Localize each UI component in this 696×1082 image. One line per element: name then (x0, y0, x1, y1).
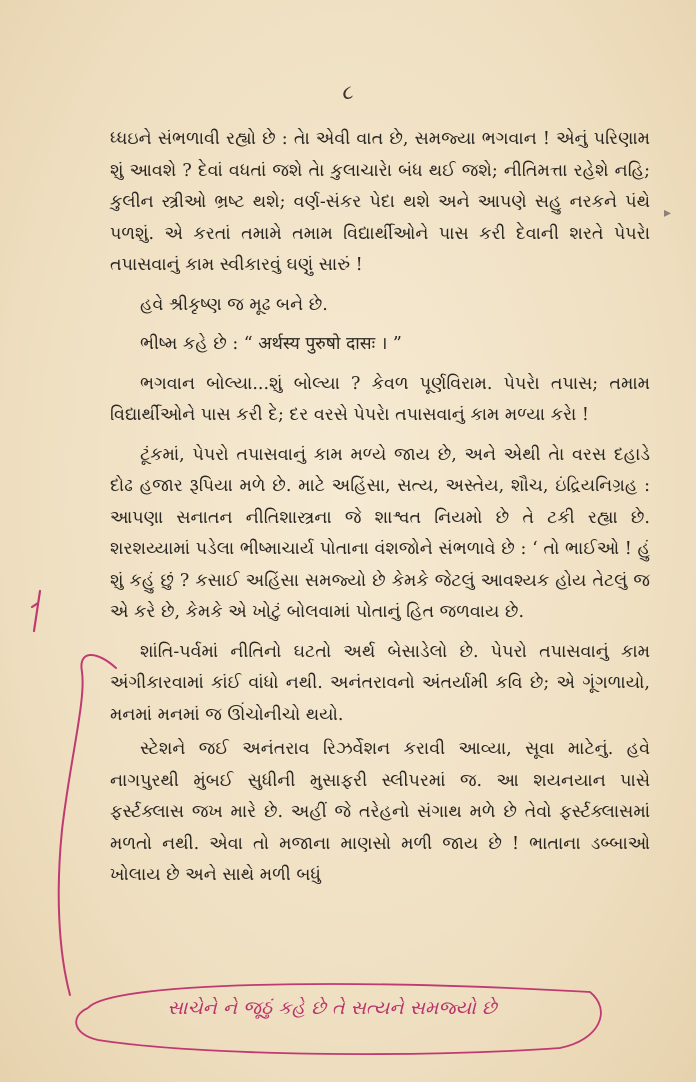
paragraph-3: ભીષ્મ કહે છે : “ अर्थस्य पुरुषो दासः । ” (140, 334, 402, 354)
page-number: ૮ (342, 80, 354, 104)
handwritten-note: સાચેને ને જૂઠું કહે છે તે સત્યને સમજ્યો છે (167, 997, 497, 1019)
paragraph-2: હવે શ્રીકૃષ્ણ જ મૂઢ બને છે. (140, 294, 328, 315)
margin-slash-mark (22, 585, 52, 635)
paragraph-1: ધ્ધઇને સંભળાવી રહ્યો છે : તેા એવી વાત છે, સમજ્યા ભગવાન ! એનું પરિણામ શું આવશે ? દેવાં વધતાં જશે તેા કુલાચારેા બંધ થઈ જશે; નીતિમત્તા રહેશે નહિ; કુલીન સ્ત્રીઓ ભ્રષ્ટ થશે; વર્ણ-સંકર પેદા થશે અને આપણે સહુ નરકને પંથે પળશું. એ કરતાં તમામે તમામ વિદ્યાર્થીઓને પાસ કરી દેવાની શરતે પેપરેા તપાસવાનું કામ સ્વીકારવું ઘણું સારું ! (110, 129, 650, 275)
paragraph-4: ભગવાન બોલ્યા...શું બોલ્યા ? કેવળ પૂર્ણવિરામ. પેપરેા તપાસ; તમામ વિદ્યાર્થીઓને પાસ કરી દે; દર વરસે પેપરેા તપાસવાનું કામ મળ્યા કરેા ! (110, 373, 650, 425)
paragraph-7: સ્ટેશને જઈ અનંતરાવ રિઝર્વેશન કરાવી આવ્યા, સૂવા માટેનું. હવે નાગપુરથી મુંબઈ સુધીની મુસાફરી સ્લીપરમાં જ. આ શયનયાન પાસે ફર્સ્ટક્લાસ જખ મારે છે. અહીં જે તરેહનો સંગાથ મળે છે તેવો ફર્સ્ટક્લાસમાં મળતો નથી. એવા તો મજાના માણસો મળી જાય છે ! ભાતાના ડબ્બાઓ ખોલાય છે અને સાથે મળી બધું (110, 739, 650, 885)
paragraph-5: ટૂંકમાં, પેપરો તપાસવાનું કામ મળ્યે જાય છે, અને એથી તેા વરસ દહાડે દોઢ હજાર રૂપિયા મળે છે. માટે અહિંસા, સત્ય, અસ્તેય, શૌચ, ઇંદ્રિયનિગ્રહ : આપણા સનાતન નીતિશાસ્ત્રના જે શાશ્વત નિયમો છે તે ટકી રહ્યા છે. શરશય્યામાં પડેલા ભીષ્માચાર્ય પોતાના વંશજોને સંભળાવે છે : ‘ તો ભાઈઓ ! હું શું કહું છું ? કસાઈ અહિંસા સમજ્યો છે કેમકે જેટલું આવશ્યક હોય તેટલું જ એ કરે છે, કેમકે એ ખોટું બોલવામાં પોતાનું હિત જળવાય છે. (110, 444, 650, 622)
paragraph-6: શાંતિ-પર્વમાં નીતિનો ઘટતો અર્થ બેસાડેલો છે. પેપરો તપાસવાનું કામ અંગીકારવામાં કાંઈ વાંધો નથી. અનંતરાવનો અંતર્યામી કવિ છે; એ ગૂંગળાયો, મનમાં મનમાં જ ઊંચોનીચો થયો. (110, 641, 650, 725)
margin-dot-mark: ▸ (664, 205, 672, 221)
body-text (110, 124, 650, 892)
